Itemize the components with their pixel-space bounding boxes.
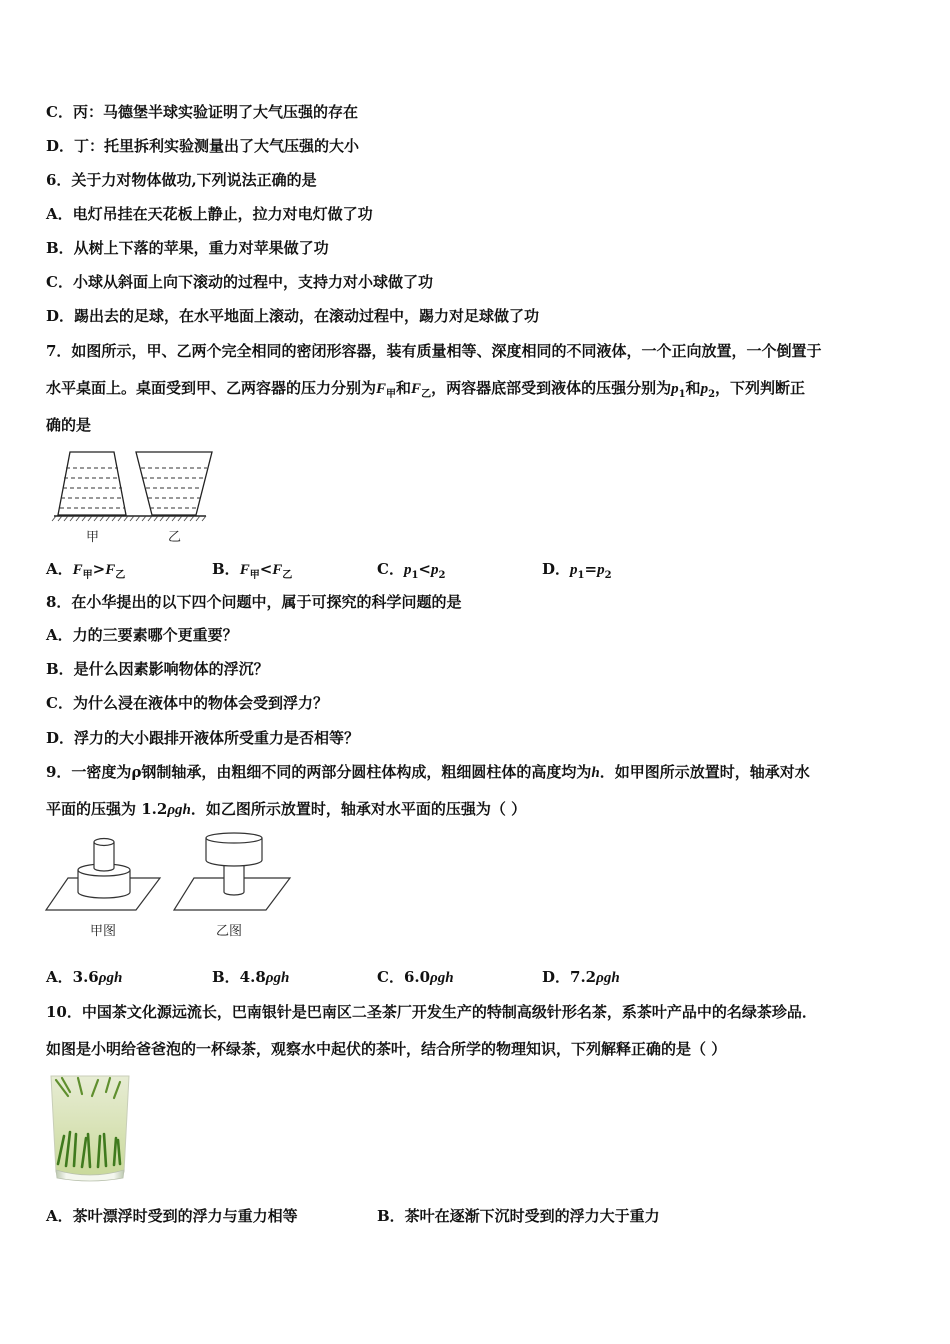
q7-sub-yi: 乙	[421, 389, 432, 400]
q9-option-a	[46, 967, 122, 988]
q7-option-b-sub: 甲	[249, 570, 260, 581]
q7-stem-line2	[46, 378, 805, 405]
q7-figure	[46, 446, 216, 546]
q9-option-a-unit: ρgh	[98, 970, 123, 986]
q10-option-b: B．茶叶在逐渐下沉时受到的浮力大于重力	[377, 1207, 660, 1225]
q7-option-d-sub2: 2	[604, 570, 612, 581]
q9-rho-gh: ρgh	[167, 802, 191, 818]
q8-option-b: B．是什么因素影响物体的浮沉？	[46, 660, 269, 678]
q7-option-d	[542, 559, 612, 586]
q7-containers-diagram	[46, 446, 216, 546]
q9-option-b-label: B．4.8	[212, 968, 266, 986]
q7-option-a	[46, 559, 125, 586]
q7-option-c	[377, 559, 445, 586]
q7-f-symbol-2: F	[411, 381, 422, 397]
q9-option-b	[212, 967, 289, 988]
q6-option-a: A．电灯吊挂在天花板上静止，拉力对电灯做了功	[46, 205, 373, 223]
q7-text-a: 水平桌面上。桌面受到甲、乙两容器的压力分别为	[46, 379, 377, 397]
q9-option-d-unit: ρgh	[596, 970, 620, 986]
q7-option-b-f2: F	[272, 562, 283, 578]
q8-option-d: D．浮力的大小跟排开液体所受重力是否相等？	[46, 729, 360, 747]
q6-stem: 6．关于力对物体做功,下列说法正确的是	[46, 171, 317, 189]
q9-option-c	[377, 967, 454, 988]
q7-option-a-label: A．	[46, 560, 73, 578]
q7-option-a-sub: 甲	[82, 570, 93, 581]
q9-text-a: 9．一密度为ρ钢制轴承，由粗细不同的两部分圆柱体构成，粗细圆柱体的高度均为	[46, 763, 592, 781]
q7-option-a-op: >	[92, 560, 106, 578]
q7-text-b: ，两容器底部受到液体的压强分别为	[431, 379, 672, 397]
q9-text-c: 平面的压强为 1.2	[46, 800, 168, 818]
q9-h-symbol: h	[591, 765, 600, 781]
q9-option-c-label: C．6.0	[377, 968, 431, 986]
q7-option-b	[212, 559, 292, 586]
q7-and-2: 和	[685, 379, 701, 397]
q9-option-a-label: A．3.6	[46, 968, 99, 986]
q7-stem-line3: 确的是	[46, 416, 92, 434]
q7-option-d-p2: p	[597, 562, 605, 578]
q7-and: 和	[396, 379, 412, 397]
q6-option-b: B．从树上下落的苹果，重力对苹果做了功	[46, 239, 329, 257]
q5-option-c: C．丙：马德堡半球实验证明了大气压强的存在	[46, 103, 358, 121]
q7-label-jia: 甲	[86, 530, 100, 545]
q10-tea-cup-figure	[48, 1074, 132, 1182]
q9-text-d: ．如乙图所示放置时，轴承对水平面的压强为（ ）	[190, 800, 527, 818]
q8-option-c: C．为什么浸在液体中的物体会受到浮力？	[46, 694, 328, 712]
q7-option-a-f: F	[72, 562, 83, 578]
q7-option-a-sub2: 乙	[115, 570, 126, 581]
q7-label-yi: 乙	[168, 530, 182, 545]
q10-option-a: A．茶叶漂浮时受到的浮力与重力相等	[46, 1207, 298, 1225]
q7-options	[46, 559, 906, 581]
q9-bearing-diagram	[44, 832, 294, 944]
q9-options	[46, 967, 906, 989]
q10-stem-line2: 如图是小明给爸爸泡的一杯绿茶，观察水中起伏的茶叶，结合所学的物理知识，下列解释正确的是（ ）	[46, 1040, 727, 1058]
q6-option-c: C．小球从斜面上向下滚动的过程中，支持力对小球做了功	[46, 273, 433, 291]
q7-p-symbol: p	[671, 381, 679, 397]
q7-f-symbol: F	[376, 381, 387, 397]
q7-option-b-op: <	[259, 560, 273, 578]
q9-option-c-unit: ρgh	[430, 970, 454, 986]
q7-option-a-f2: F	[105, 562, 116, 578]
q9-label-jia: 甲图	[90, 924, 117, 939]
q7-option-c-label: C．	[377, 560, 404, 578]
q9-text-b: ．如甲图所示放置时，轴承对水	[599, 763, 810, 781]
q7-sub-1: 1	[678, 389, 686, 400]
q9-stem-line1	[46, 762, 810, 783]
q7-option-d-label: D．	[542, 560, 571, 578]
q7-stem-line1: 7．如图所示，甲、乙两个完全相同的密闭形容器，装有质量相等、深度相同的不同液体，一个正向放置，一个倒置于	[46, 342, 822, 360]
q7-option-c-op: <	[418, 560, 431, 578]
q7-text-c: ，下列判断正	[715, 379, 806, 397]
q7-option-b-sub2: 乙	[282, 570, 293, 581]
q9-option-d	[542, 967, 620, 988]
q7-option-c-sub: 1	[411, 570, 419, 581]
q7-sub-2: 2	[708, 389, 716, 400]
q7-option-b-f: F	[239, 562, 250, 578]
q7-option-c-p: p	[403, 562, 412, 578]
q8-option-a: A．力的三要素哪个更重要？	[46, 626, 238, 644]
q7-option-d-p: p	[570, 562, 578, 578]
q8-stem: 8．在小华提出的以下四个问题中，属于可探究的科学问题的是	[46, 593, 462, 611]
q9-stem-line2	[46, 799, 526, 820]
q10-stem-line1: 10．中国茶文化源远流长，巴南银针是巴南区二圣茶厂开发生产的特制高级针形名茶，系茶叶产品中的名绿茶珍品．	[46, 1003, 817, 1021]
tea-cup-icon	[48, 1074, 132, 1182]
q7-option-d-op: =	[584, 560, 598, 578]
q7-p-symbol-2: p	[700, 381, 709, 397]
q6-option-d: D．踢出去的足球，在水平地面上滚动，在滚动过程中，踢力对足球做了功	[46, 307, 540, 325]
q7-option-c-p2: p	[431, 562, 439, 578]
q7-option-b-label: B．	[212, 560, 240, 578]
q9-option-b-unit: ρgh	[265, 970, 290, 986]
q9-figure	[44, 832, 294, 944]
q7-option-c-sub2: 2	[438, 570, 446, 581]
q9-option-d-label: D．7.2	[542, 968, 597, 986]
q7-option-d-sub: 1	[577, 570, 585, 581]
q9-label-yi: 乙图	[216, 924, 243, 939]
q5-option-d: D．丁：托里拆利实验测量出了大气压强的大小	[46, 137, 360, 155]
q7-sub-jia: 甲	[386, 389, 397, 400]
